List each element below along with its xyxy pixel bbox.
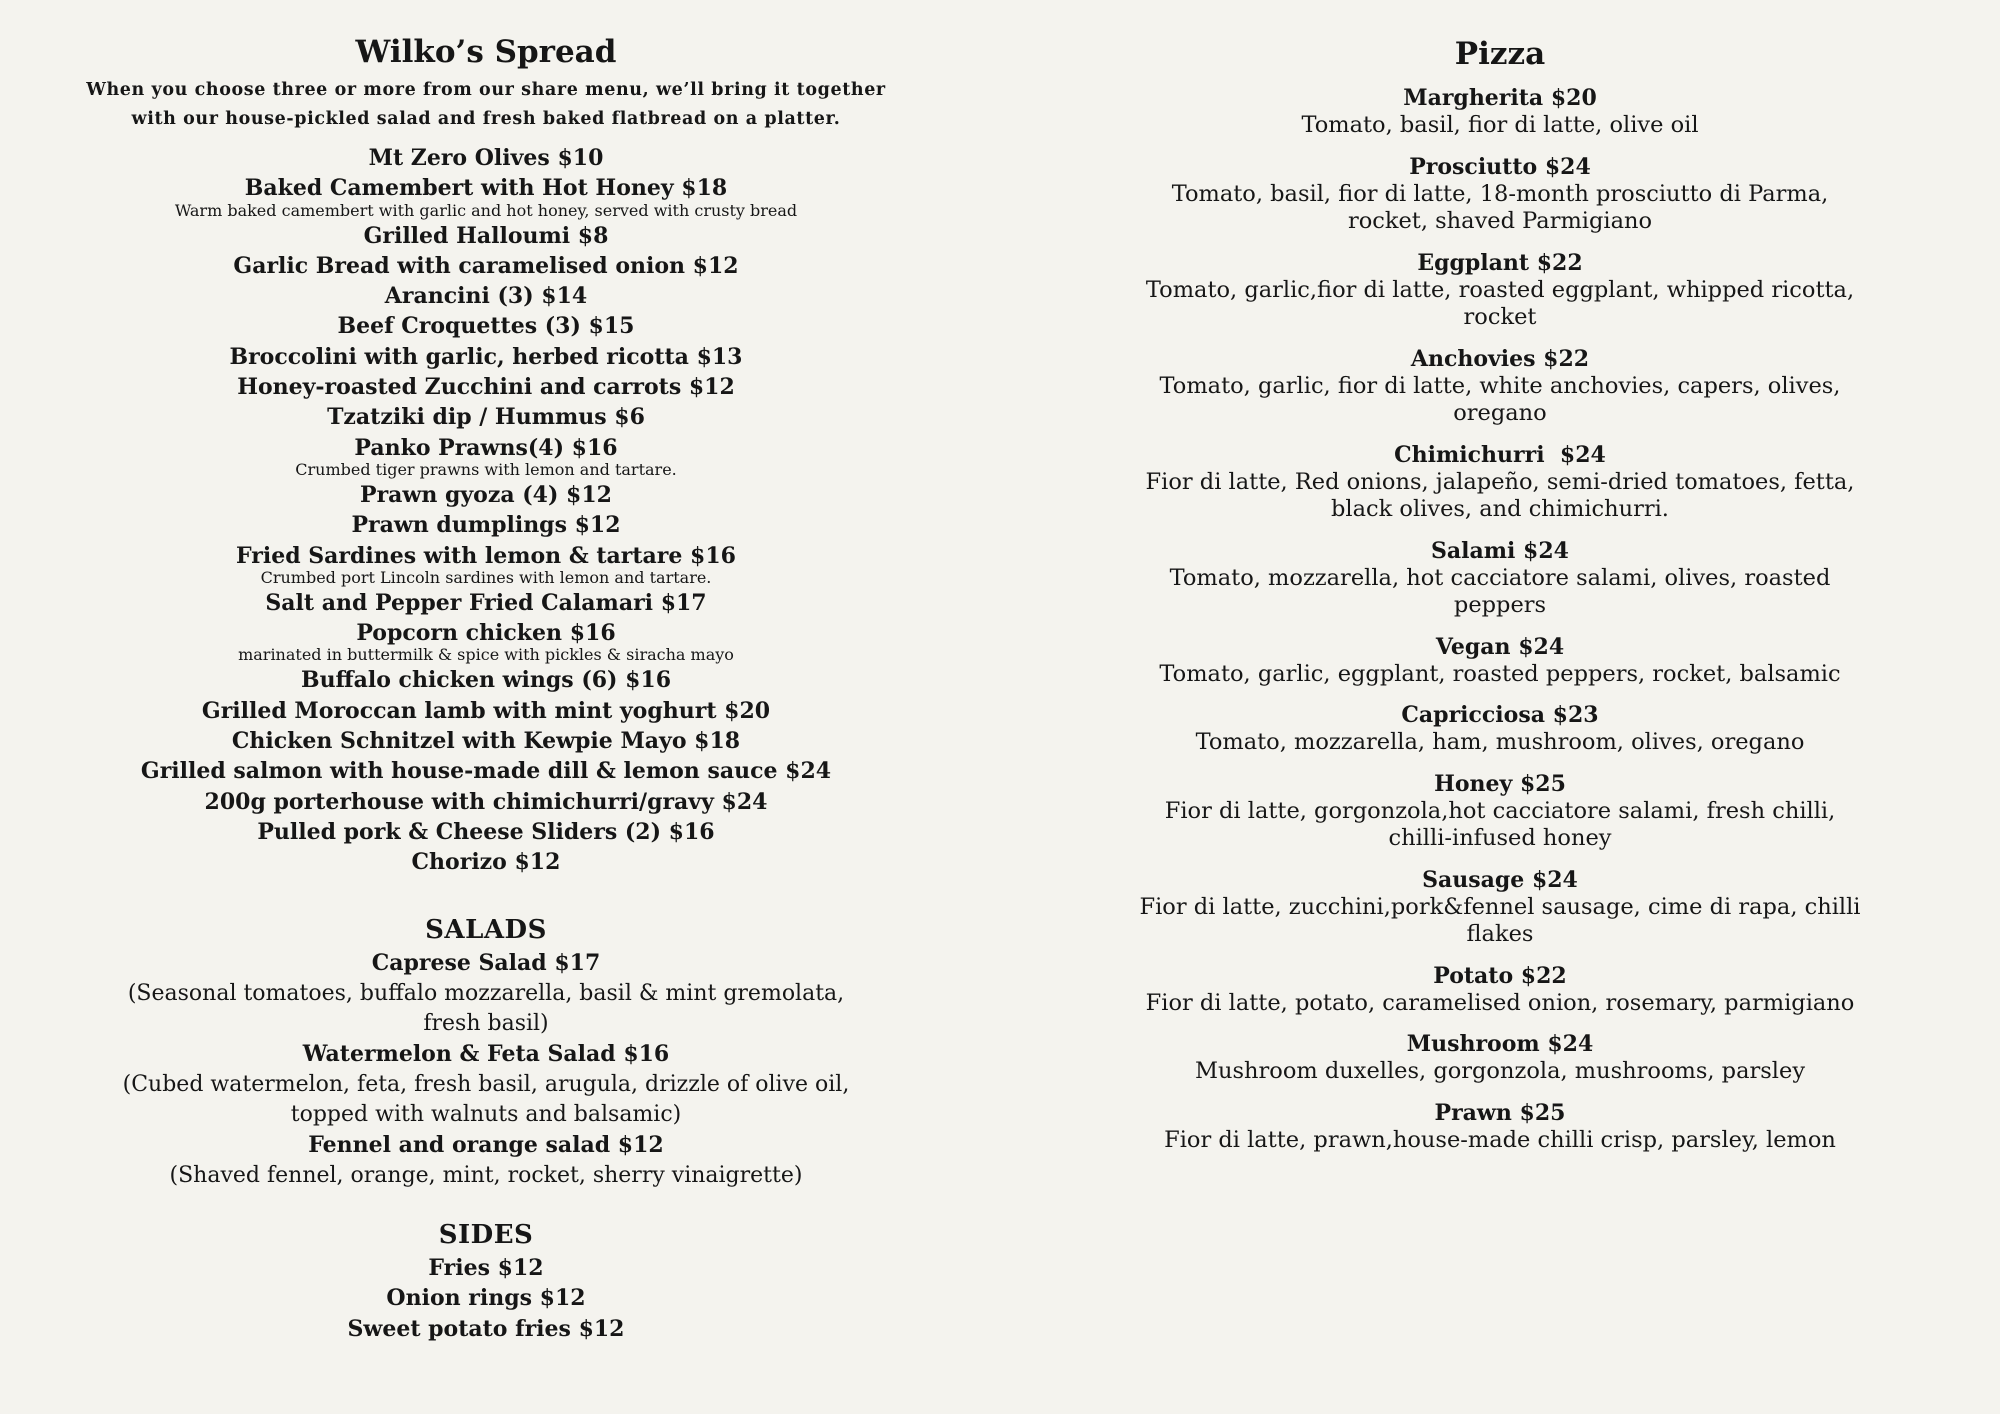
pizza-description: Fior di latte, prawn,house-made chilli crisp, parsley, lemon [1164, 1126, 1836, 1153]
menu-item: Mt Zero Olives $10 [368, 145, 604, 171]
menu-item: Salt and Pepper Fried Calamari $17 [265, 589, 707, 616]
salad-item: Fennel and orange salad $12 [308, 1131, 664, 1158]
salads-heading: SALADS [425, 914, 547, 945]
share-menu-column [60, 0, 912, 1344]
pizza-item [1080, 537, 1920, 620]
pizza-description: Tomato, basil, fior di latte, olive oil [1301, 112, 1699, 138]
pizza-description: Tomato, garlic,fior di latte, roasted eggplant, whipped ricotta, [1145, 276, 1855, 303]
menu-item: Prawn dumplings $12 [351, 512, 621, 539]
menu-item: Grilled salmon with house-made dill & lemon sauce $24 [140, 758, 832, 785]
pizza-item [1080, 1030, 1920, 1086]
pizza-item [1080, 770, 1920, 853]
pizza-description: peppers [1453, 592, 1547, 618]
pizza-title: Pizza [1454, 36, 1546, 72]
menu-item: Grilled Halloumi $8 [363, 222, 609, 249]
menu-item: Prawn gyoza (4) $12 [360, 481, 612, 508]
salad-description: (Shaved fennel, orange, mint, rocket, sherry vinaigrette) [169, 1162, 803, 1188]
pizza-description: rocket, shaved Parmigiano [1347, 208, 1653, 234]
menu-item: Baked Camembert with Hot Honey $18 [244, 175, 728, 202]
pizza-description: oregano [1453, 400, 1547, 426]
salad-description: (Seasonal tomatoes, buffalo mozzarella, basil & mint gremolata, [127, 980, 845, 1006]
menu-item: Tzatziki dip / Hummus $6 [327, 404, 645, 431]
pizza-description: Tomato, mozzarella, hot cacciatore salami, olives, roasted [1169, 564, 1831, 591]
menu-item: 200g porterhouse with chimichurri/gravy $24 [204, 788, 768, 815]
menu-item: Chorizo $12 [411, 849, 561, 876]
pizza-item [1080, 701, 1920, 757]
menu-item: Popcorn chicken $16 [356, 620, 616, 647]
pizza-name: Margherita $20 [1403, 85, 1597, 111]
pizza-name: Honey $25 [1434, 770, 1566, 797]
pizza-item [1080, 84, 1920, 140]
pizza-list [1080, 84, 1920, 1154]
pizza-name: Eggplant $22 [1417, 249, 1583, 276]
sides-list [60, 1253, 912, 1345]
side-item: Onion rings $12 [386, 1285, 586, 1312]
share-menu-title: Wilko’s Spread [355, 34, 617, 70]
pizza-description: rocket [1463, 304, 1537, 330]
intro-line: When you choose three or more from our share menu, we’ll bring it together [86, 80, 886, 100]
menu-item-description: Warm baked camembert with garlic and hot honey, served with crusty bread [174, 200, 798, 220]
pizza-name: Prawn $25 [1434, 1099, 1566, 1126]
pizza-name: Anchovies $22 [1410, 345, 1590, 372]
pizza-description: chilli-infused honey [1388, 825, 1612, 851]
sides-heading: SIDES [438, 1219, 534, 1250]
menu-item: Garlic Bread with caramelised onion $12 [233, 252, 739, 279]
pizza-name: Prosciutto $24 [1409, 153, 1591, 180]
menu-item: Chicken Schnitzel with Kewpie Mayo $18 [231, 728, 741, 755]
pizza-name: Potato $22 [1433, 962, 1567, 989]
pizza-item [1080, 153, 1920, 236]
pizza-item [1080, 249, 1920, 332]
pizza-description: Fior di latte, potato, caramelised onion, rosemary, parmigiano [1145, 989, 1855, 1016]
pizza-name: Chimichurri $24 [1394, 441, 1606, 468]
intro-line: with our house-pickled salad and fresh baked flatbread on a platter. [131, 109, 841, 129]
share-menu-intro [60, 76, 912, 134]
pizza-item [1080, 1099, 1920, 1155]
menu-item: Honey-roasted Zucchini and carrots $12 [237, 374, 735, 401]
salad-item: Watermelon & Feta Salad $16 [302, 1040, 670, 1067]
pizza-column [1080, 0, 1920, 1154]
pizza-item [1080, 866, 1920, 949]
menu-item: Grilled Moroccan lamb with mint yoghurt $20 [201, 697, 771, 724]
pizza-item [1080, 345, 1920, 428]
pizza-description: black olives, and chimichurri. [1331, 496, 1669, 522]
pizza-item [1080, 441, 1920, 524]
pizza-description: Tomato, garlic, eggplant, roasted peppers, rocket, balsamic [1159, 660, 1841, 687]
menu-item-description: marinated in buttermilk & spice with pickles & siracha mayo [238, 645, 734, 665]
pizza-description: flakes [1466, 921, 1534, 947]
pizza-name: Vegan $24 [1435, 633, 1565, 660]
pizza-description: Fior di latte, gorgonzola,hot cacciatore salami, fresh chilli, [1164, 797, 1836, 824]
salad-description: (Cubed watermelon, feta, fresh basil, arugula, drizzle of olive oil, [122, 1071, 850, 1097]
side-item: Fries $12 [428, 1254, 544, 1281]
pizza-description: Fior di latte, Red onions, jalapeño, semi-dried tomatoes, fetta, [1145, 468, 1855, 495]
menu-item: Buffalo chicken wings (6) $16 [300, 667, 672, 694]
menu-item: Arancini (3) $14 [384, 283, 588, 310]
pizza-name: Capricciosa $23 [1401, 702, 1599, 728]
pizza-description: Tomato, garlic, fior di latte, white anchovies, capers, olives, [1159, 372, 1841, 399]
side-item: Sweet potato fries $12 [347, 1315, 625, 1342]
pizza-description: Tomato, mozzarella, ham, mushroom, olives, oregano [1195, 729, 1805, 755]
pizza-description: Fior di latte, zucchini,pork&fennel sausage, cime di rapa, chilli [1139, 893, 1861, 920]
pizza-name: Salami $24 [1431, 537, 1569, 564]
menu-item: Broccolini with garlic, herbed ricotta $13 [229, 343, 743, 370]
pizza-description: Tomato, basil, fior di latte, 18-month prosciutto di Parma, [1171, 180, 1829, 207]
salad-description: fresh basil) [423, 1010, 549, 1036]
pizza-name: Sausage $24 [1422, 866, 1578, 893]
pizza-item [1080, 962, 1920, 1018]
menu-item: Fried Sardines with lemon & tartare $16 [236, 542, 736, 569]
menu-item-description: Crumbed tiger prawns with lemon and tartare. [295, 459, 677, 479]
menu-item: Beef Croquettes (3) $15 [337, 313, 635, 340]
menu-item-description: Crumbed port Lincoln sardines with lemon and tartare. [260, 567, 712, 587]
salad-description: topped with walnuts and balsamic) [290, 1101, 682, 1127]
pizza-description: Mushroom duxelles, gorgonzola, mushrooms, parsley [1194, 1058, 1806, 1084]
salad-item: Caprese Salad $17 [371, 949, 601, 976]
salads-list [60, 948, 912, 1191]
share-menu-list [60, 143, 912, 878]
pizza-name: Mushroom $24 [1406, 1031, 1594, 1057]
pizza-item [1080, 633, 1920, 689]
menu-item: Pulled pork & Cheese Sliders (2) $16 [257, 818, 715, 845]
menu-item: Panko Prawns(4) $16 [354, 434, 618, 461]
